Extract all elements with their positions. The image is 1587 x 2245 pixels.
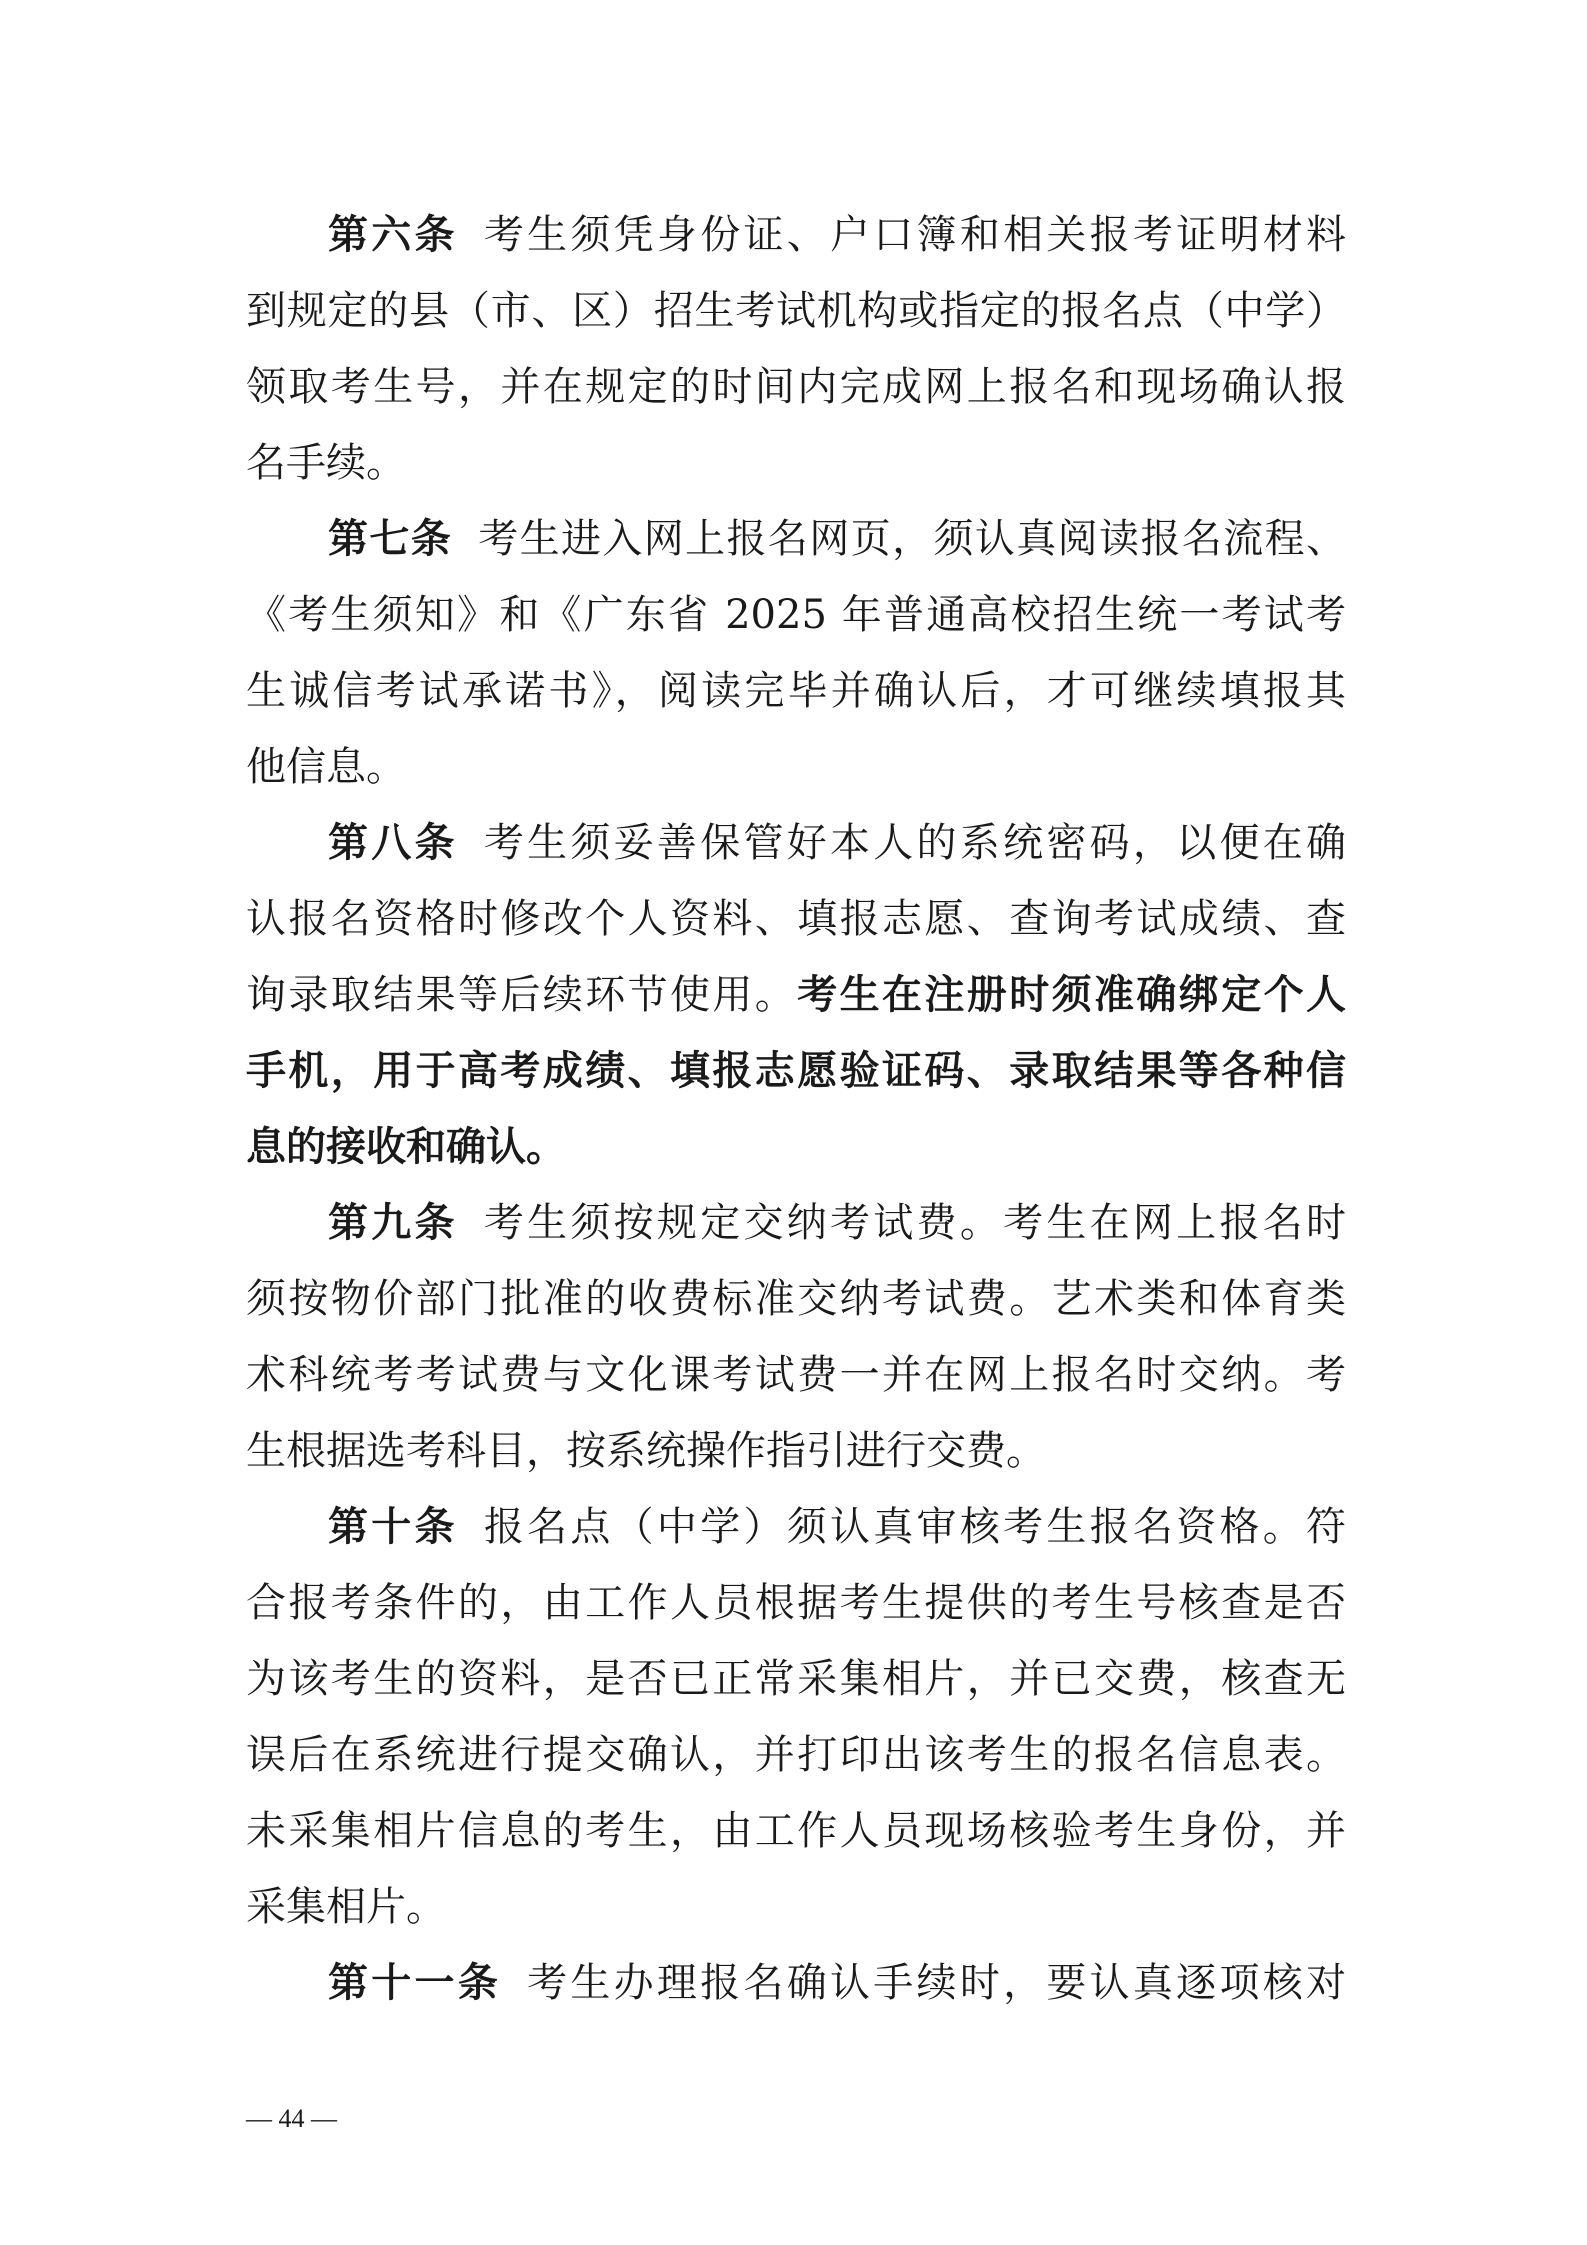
article-line-emphasis: 手机，用于高考成绩、填报志愿验证码、录取结果等各种信: [246, 1047, 1346, 1094]
article-text-emphasis: 考生在注册时须准确绑定个人: [797, 971, 1347, 1018]
article-text: 考生须凭身份证、户口簿和相关报考证明材料: [483, 212, 1347, 258]
article-text: 考生须妥善保管好本人的系统密码，以便在确: [483, 820, 1347, 866]
article-line: 到规定的县（市、区）招生考试机构或指定的报名点（中学）: [246, 288, 1346, 334]
article-7: [246, 501, 1346, 805]
article-line: 误后在系统进行提交确认，并打印出该考生的报名信息表。: [246, 1732, 1346, 1778]
article-line: [246, 1489, 1346, 1565]
article-text: 考生办理报名确认手续时，要认真逐项核对: [527, 1960, 1347, 2006]
article-8: [246, 805, 1346, 1185]
article-text: 报名点（中学）须认真审核考生报名资格。符: [483, 1504, 1347, 1550]
article-9: [246, 1185, 1346, 1489]
article-line: 生诚信考试承诺书》，阅读完毕并确认后，才可继续填报其: [246, 668, 1346, 714]
article-line: 采集相片。: [246, 1884, 446, 1930]
article-11: [246, 1945, 1346, 2021]
article-line: 为该考生的资料，是否已正常采集相片，并已交费，核查无: [246, 1656, 1346, 1702]
article-line: 生根据选考科目，按系统操作指引进行交费。: [246, 1428, 1046, 1474]
article-line: 领取考生号，并在规定的时间内完成网上报名和现场确认报: [246, 364, 1346, 410]
article-number: 第八条: [328, 820, 458, 866]
article-line-emphasis: 息的接收和确认。: [246, 1123, 566, 1170]
article-text: 询录取结果等后续环节使用。: [246, 972, 798, 1018]
article-line: 合报考条件的，由工作人员根据考生提供的考生号核查是否: [246, 1580, 1346, 1626]
article-line: 术科统考考试费与文化课考试费一并在网上报名时交纳。考: [246, 1352, 1346, 1398]
article-line: [246, 957, 1346, 1033]
article-number: 第十条: [328, 1504, 458, 1550]
article-line: 须按物价部门批准的收费标准交纳考试费。艺术类和体育类: [246, 1276, 1346, 1322]
page-content: [246, 197, 1346, 2021]
article-line: 他信息。: [246, 744, 406, 790]
article-line: 名手续。: [246, 440, 406, 486]
article-line: 《考生须知》和《广东省 2025 年普通高校招生统一考试考: [246, 592, 1346, 638]
article-line: [246, 1185, 1346, 1261]
article-text: 考生须按规定交纳考试费。考生在网上报名时: [483, 1200, 1347, 1246]
article-text: 考生进入网上报名网页，须认真阅读报名流程、: [478, 516, 1347, 562]
article-line: [246, 197, 1346, 273]
page-number: — 44 —: [246, 2104, 337, 2133]
article-line: [246, 1945, 1346, 2021]
article-line: 未采集相片信息的考生，由工作人员现场核验考生身份，并: [246, 1808, 1346, 1854]
article-10: [246, 1489, 1346, 1945]
article-line: [246, 805, 1346, 881]
article-line: [246, 501, 1346, 577]
article-6: [246, 197, 1346, 501]
article-line: 认报名资格时修改个人资料、填报志愿、查询考试成绩、查: [246, 896, 1346, 942]
article-number: 第六条: [328, 212, 458, 258]
article-number: 第九条: [328, 1200, 458, 1246]
article-number: 第十一条: [328, 1960, 502, 2006]
article-number: 第七条: [328, 516, 453, 562]
